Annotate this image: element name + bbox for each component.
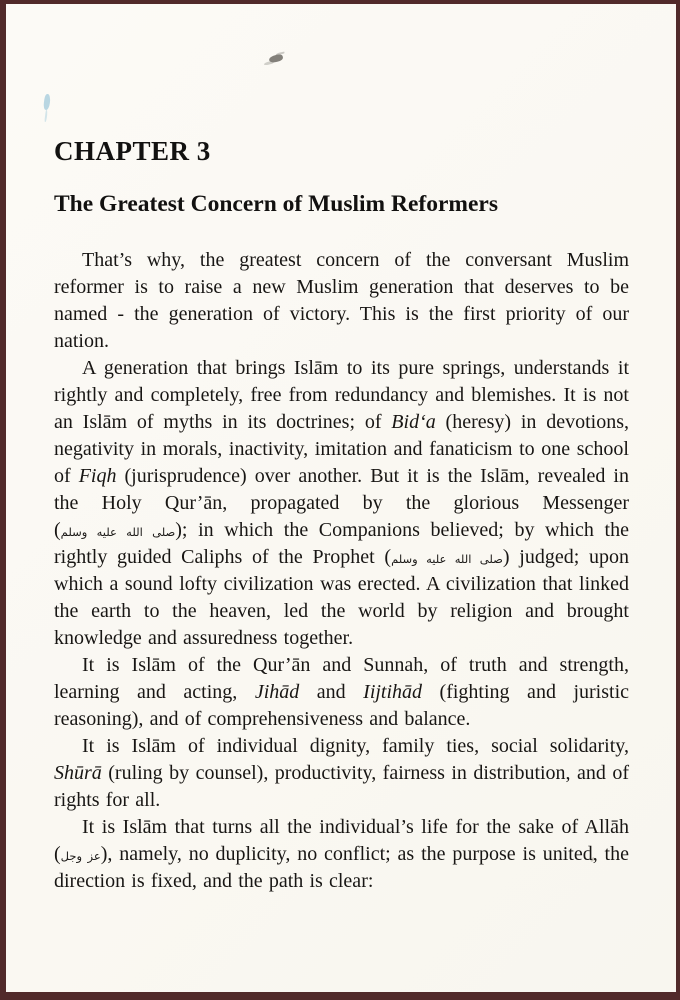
text-run: (fighting and juristic reasoning), and of comprehensiveness and balance.	[54, 681, 629, 730]
book-page	[6, 4, 676, 992]
text-run: (jurisprudence) over another. But it is the Islām, revealed in the Holy Qur’ān, propagated by the glorious Messenger (	[54, 465, 629, 541]
chapter-title: The Greatest Concern of Muslim Reformers	[54, 191, 498, 217]
arabic-honorific: صلى الله عليه وسلم	[60, 525, 176, 539]
paragraph	[54, 733, 629, 814]
text-run: (ruling by counsel), productivity, fairness in distribution, and of rights for all.	[54, 762, 629, 811]
text-run: ) judged; upon which a sound lofty civilization was erected. A civilization that linked the earth to the heaven, led the world by religion and brought knowledge and assuredness together.	[54, 546, 629, 649]
pen-mark	[43, 94, 51, 111]
text-run: ), namely, no duplicity, no conflict; as the purpose is united, the direction is fixed, and the path is clear:	[54, 843, 629, 892]
text-run: (heresy) in devotions, negativity in morals, inactivity, imitation and fanaticism to one school of	[54, 411, 629, 487]
arabic-honorific: عز وجل	[60, 849, 101, 863]
text-run: It is Islām of individual dignity, family ties, social solidarity,	[82, 735, 629, 757]
italic-term: Iijtihād	[363, 681, 423, 703]
text-run: It is Islām that turns all the individual’s life for the sake of Allāh (	[54, 816, 629, 865]
text-run: That’s why, the greatest concern of the conversant Muslim reformer is to raise a new Muslim generation that deserves to be named - the generation of victory. This is the first priority of our nation.	[54, 249, 629, 352]
page-body	[54, 247, 629, 895]
paragraph	[54, 355, 629, 652]
text-run: A generation that brings Islām to its pure springs, understands it rightly and completely, free from redundancy and blemishes. It is not an Islām of myths in its doctrines; of	[54, 357, 629, 433]
italic-term: Fiqh	[78, 465, 117, 487]
paragraph	[54, 814, 629, 895]
chapter-label: CHAPTER 3	[54, 136, 211, 166]
page-content	[54, 136, 629, 895]
text-run: It is Islām of the Qur’ān and Sunnah, of truth and strength, learning and acting,	[54, 654, 629, 703]
italic-term: Jihād	[254, 681, 300, 703]
italic-term: Bid‘a	[391, 411, 436, 433]
italic-term: Shūrā	[54, 762, 102, 784]
paragraph	[54, 247, 629, 355]
ink-smudge	[268, 54, 283, 64]
paragraph	[54, 652, 629, 733]
text-run: ); in which the Companions believed; by which the rightly guided Caliphs of the Prophet (	[54, 519, 629, 568]
text-run: and	[299, 681, 364, 703]
arabic-honorific: صلى الله عليه وسلم	[391, 552, 503, 566]
